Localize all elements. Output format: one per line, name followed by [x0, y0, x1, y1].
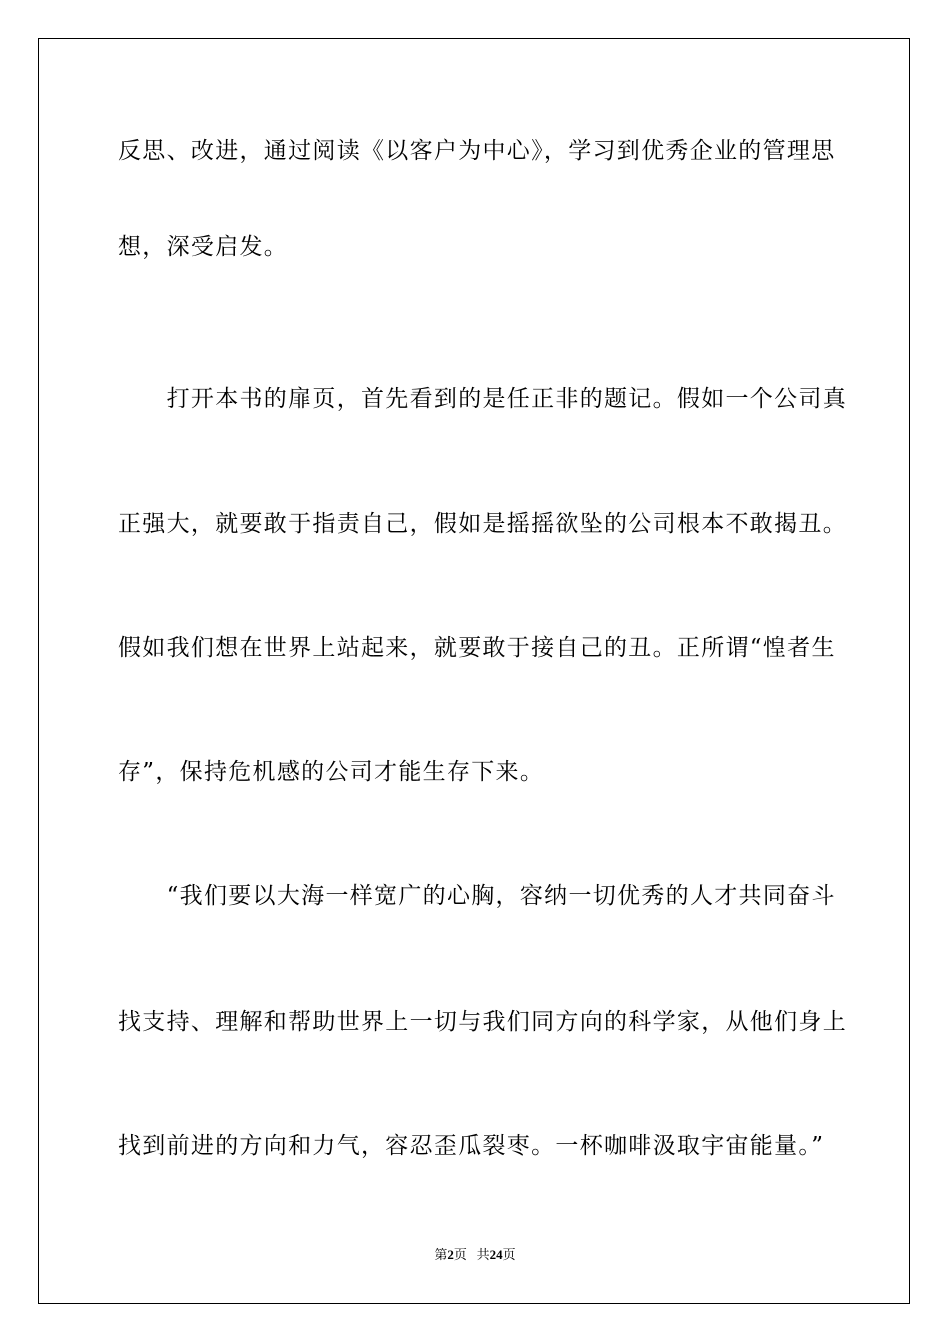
- page-prefix: 第: [434, 1247, 448, 1262]
- paragraph-line-2: 想，深受启发。: [118, 234, 289, 260]
- total-suffix: 页: [502, 1247, 516, 1262]
- total-prefix: 共: [476, 1247, 490, 1262]
- page-border: [38, 38, 910, 1304]
- paragraph-line-7: “我们要以大海一样宽广的心胸，容纳一切优秀的人才共同奋斗: [118, 883, 836, 909]
- paragraph-line-1: 反思、改进，通过阅读《以客户为中心》，学习到优秀企业的管理思: [118, 138, 836, 164]
- paragraph-line-6: 存”，保持危机感的公司才能生存下来。: [118, 759, 545, 785]
- total-pages: 24: [489, 1247, 503, 1262]
- paragraph-line-3: 打开本书的扉页，首先看到的是任正非的题记。假如一个公司真: [118, 386, 847, 412]
- paragraph-line-8: 找支持、理解和帮助世界上一切与我们同方向的科学家，从他们身上: [118, 1009, 847, 1035]
- page-suffix: 页: [453, 1247, 467, 1262]
- page-footer: [0, 1246, 950, 1264]
- paragraph-line-9: 找到前进的方向和力气，容忍歪瓜裂枣。一杯咖啡汲取宇宙能量。”: [118, 1133, 825, 1159]
- paragraph-line-4: 正强大，就要敢于指责自己，假如是摇摇欲坠的公司根本不敢揭丑。: [118, 511, 847, 537]
- paragraph-line-5: 假如我们想在世界上站起来，就要敢于接自己的丑。正所谓“惶者生: [118, 635, 836, 661]
- page-number: 2: [447, 1247, 454, 1262]
